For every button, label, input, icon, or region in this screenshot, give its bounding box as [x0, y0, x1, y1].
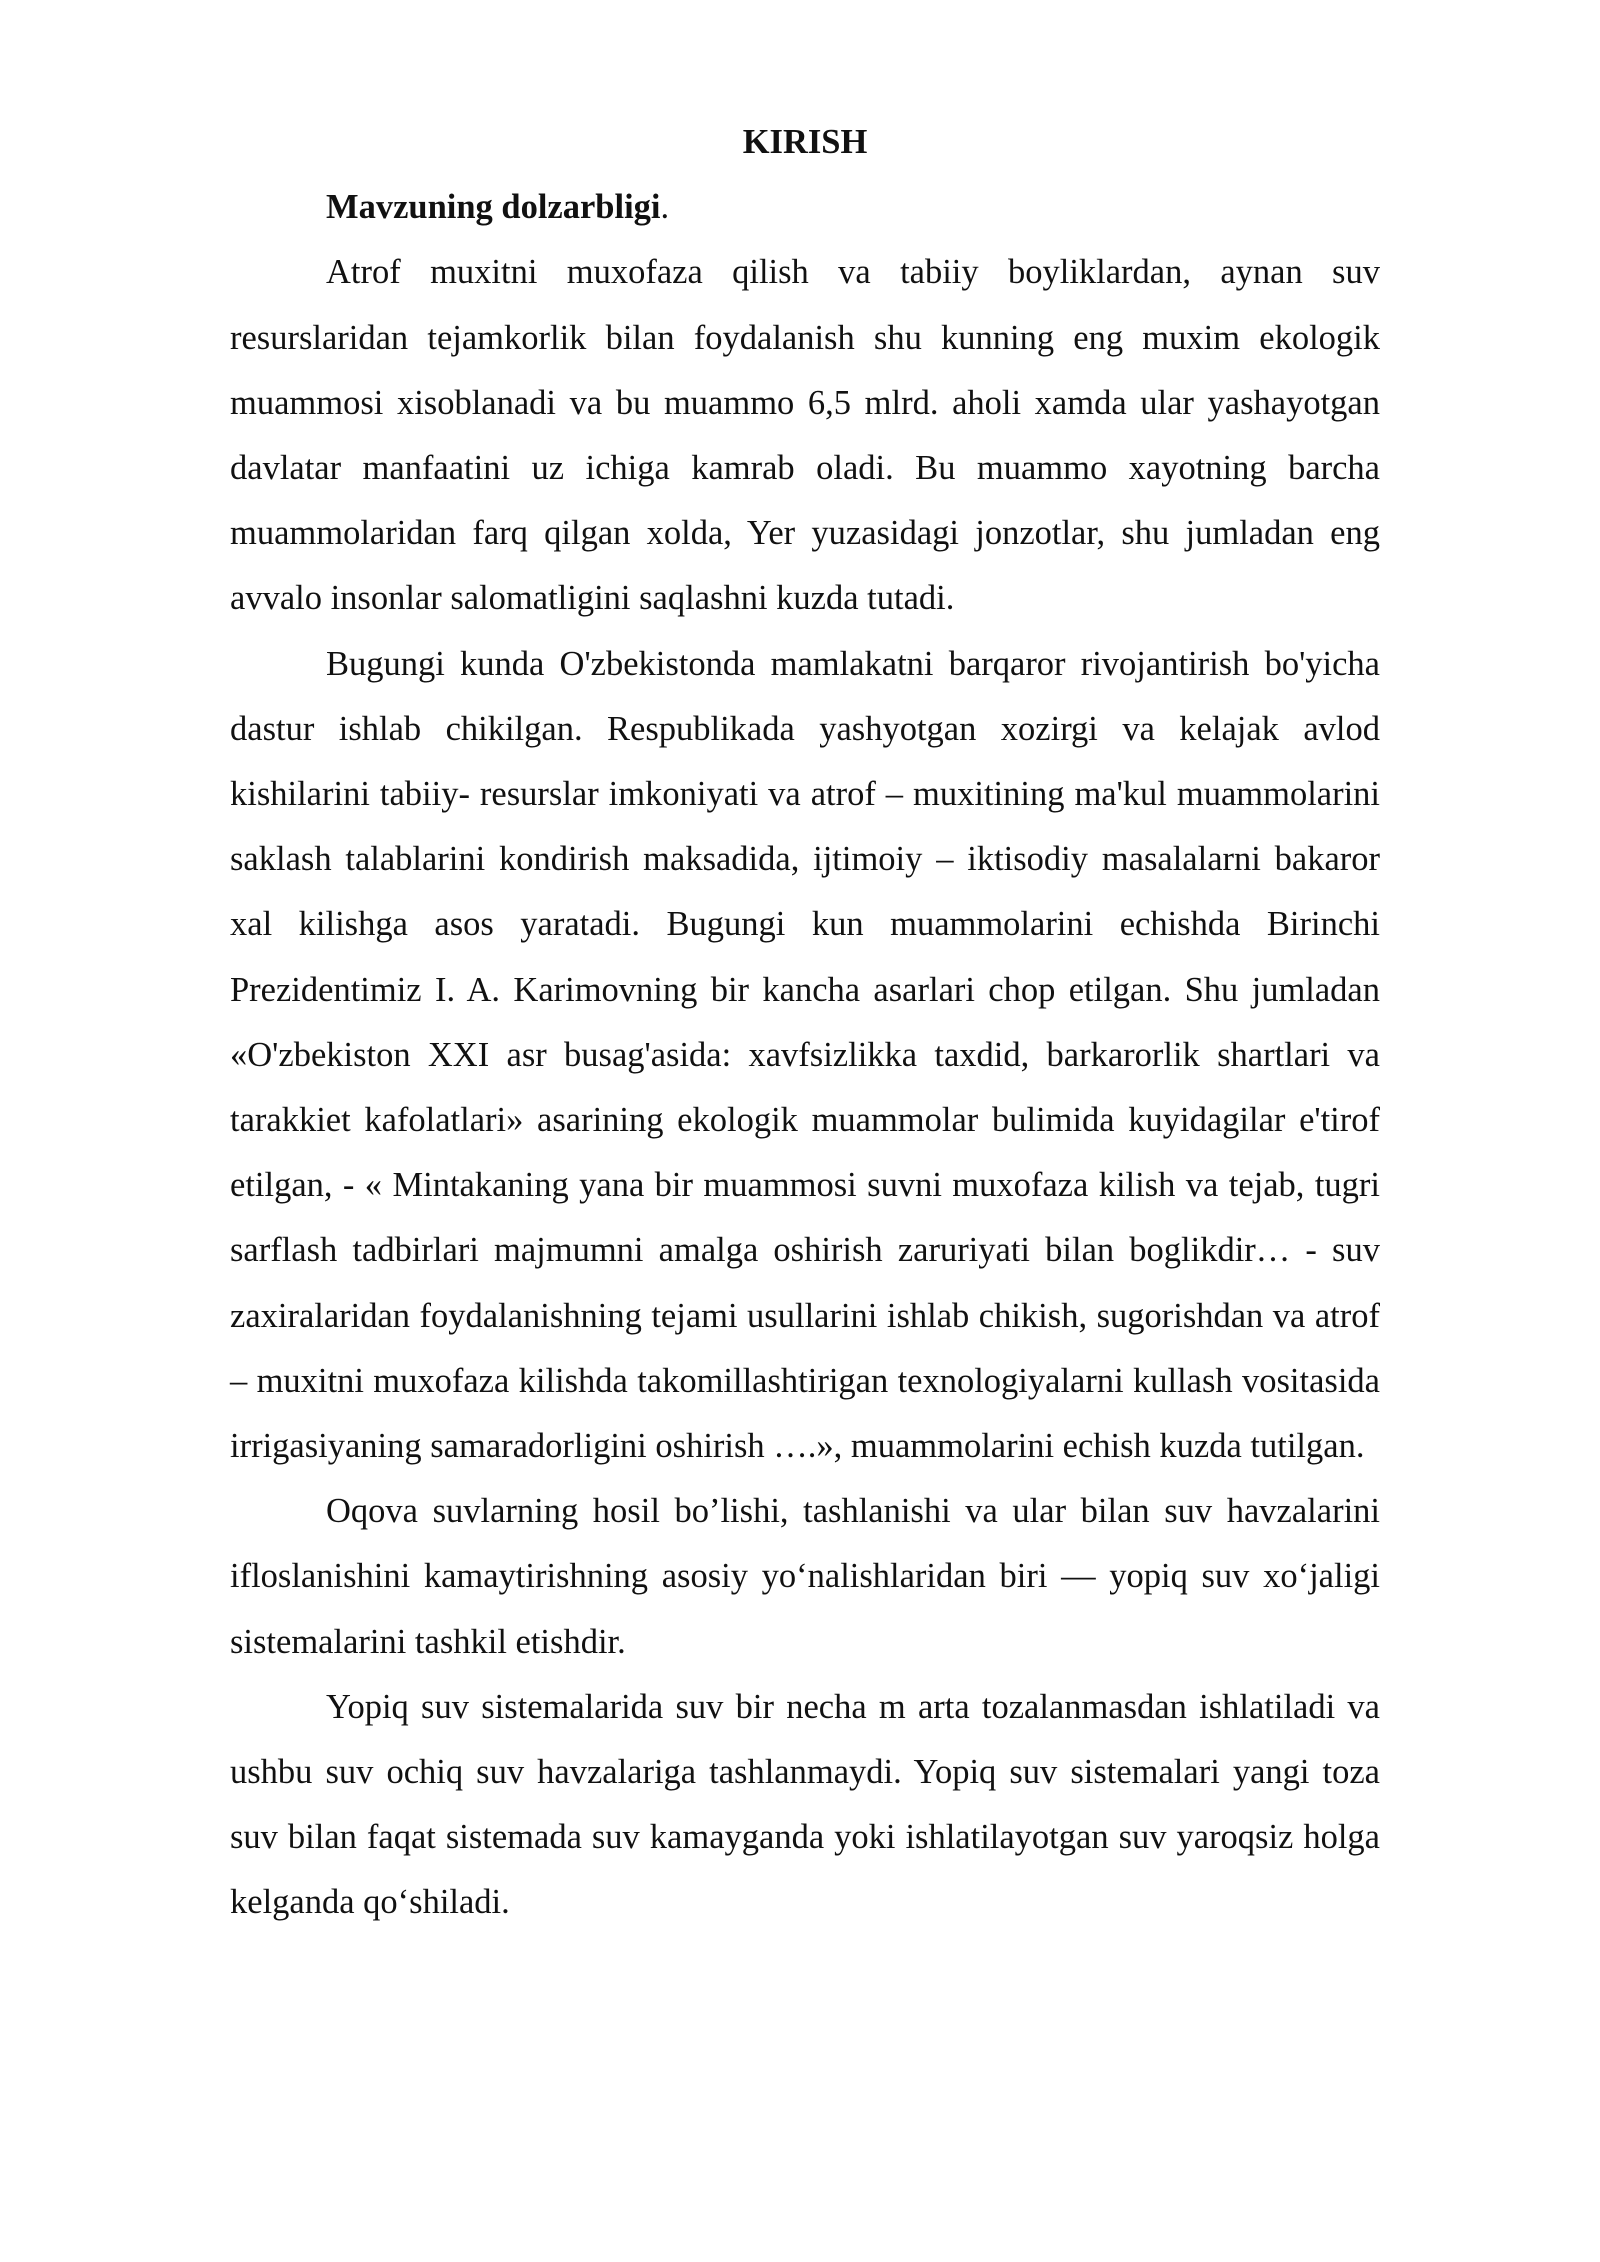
subtitle-tail-text: . — [660, 188, 670, 227]
paragraph-3: Oqova suvlarning hosil bo’lishi, tashlanishi va ular bilan suv havzalarini ifloslanishini kamaytirishning asosiy yo‘nalishlaridan biri — yopiq suv xo‘jaligi sistemalarini tashkil etishdir. — [230, 1492, 1380, 1661]
document-title: KIRISH — [742, 123, 868, 161]
paragraph-2: Bugungi kunda O'zbekistonda mamlakatni barqaror rivojantirish bo'yicha dastur ishlab chikilgan. Respublikada yashyotgan xozirgi va kelajak avlod kishilarini tabiiy- resurslar imkoniyati va atrof – muxitining ma'kul muammolarini saklash talablarini kondirish maksadida, ijtimoiy – iktisodiy masalalarni bakaror xal kilishga asos yaratadi. Bugungi kun muammolarini echishda Birinchi Prezidentimiz I. A. Karimovning bir kancha asarlari chop etilgan. Shu jumladan «O'zbekiston XXI asr busag'asida: xavfsizlikka taxdid, barkarorlik shartlari va tarakkiet kafolatlari» asarining ekologik muammolar bulimida kuyidagilar e'tirof etilgan, - « Mintakaning yana bir muammosi suvni muxofaza kilish va tejab, tugri sarflash tadbirlari majmumni amalga oshirish zaruriyati bilan boglikdir… - suv zaxiralaridan foydalanishning tejami usullarini ishlab chikish, sugorishdan va atrof – muxitni muxofaza kilishda takomillashtirigan texnologiyalarni kullash vositasida irrigasiyaning samaradorligini oshirish ….», muammolarini echish kuzda tutilgan. — [230, 644, 1380, 1466]
section-subtitle — [230, 175, 1380, 240]
paragraph-1: Atrof muxitni muxofaza qilish va tabiiy boyliklardan, aynan suv resurslaridan tejamkorlik bilan foydalanish shu kunning eng muxim ekologik muammosi xisoblanadi va bu muammo 6,5 mlrd. aholi xamda ular yashayotgan davlatar manfaatini uz ichiga kamrab oladi. Bu muammo xayotning barcha muammolaridan farq qilgan xolda, Yer yuzasidagi jonzotlar, shu jumladan eng avvalo insonlar salomatligini saqlashni kuzda tutadi. — [230, 253, 1380, 618]
subtitle-bold-text: Mavzuning dolzarbligi — [326, 188, 661, 227]
paragraph-4: Yopiq suv sistemalarida suv bir necha m arta tozalanmasdan ishlatiladi va ushbu suv ochiq suv havzalariga tashlanmaydi. Yopiq suv sistemalari yangi toza suv bilan faqat sistemada suv kamayganda yoki ishlatilayotgan suv yaroqsiz holga kelganda qo‘shiladi. — [230, 1687, 1380, 1922]
document-page — [230, 110, 1380, 1936]
